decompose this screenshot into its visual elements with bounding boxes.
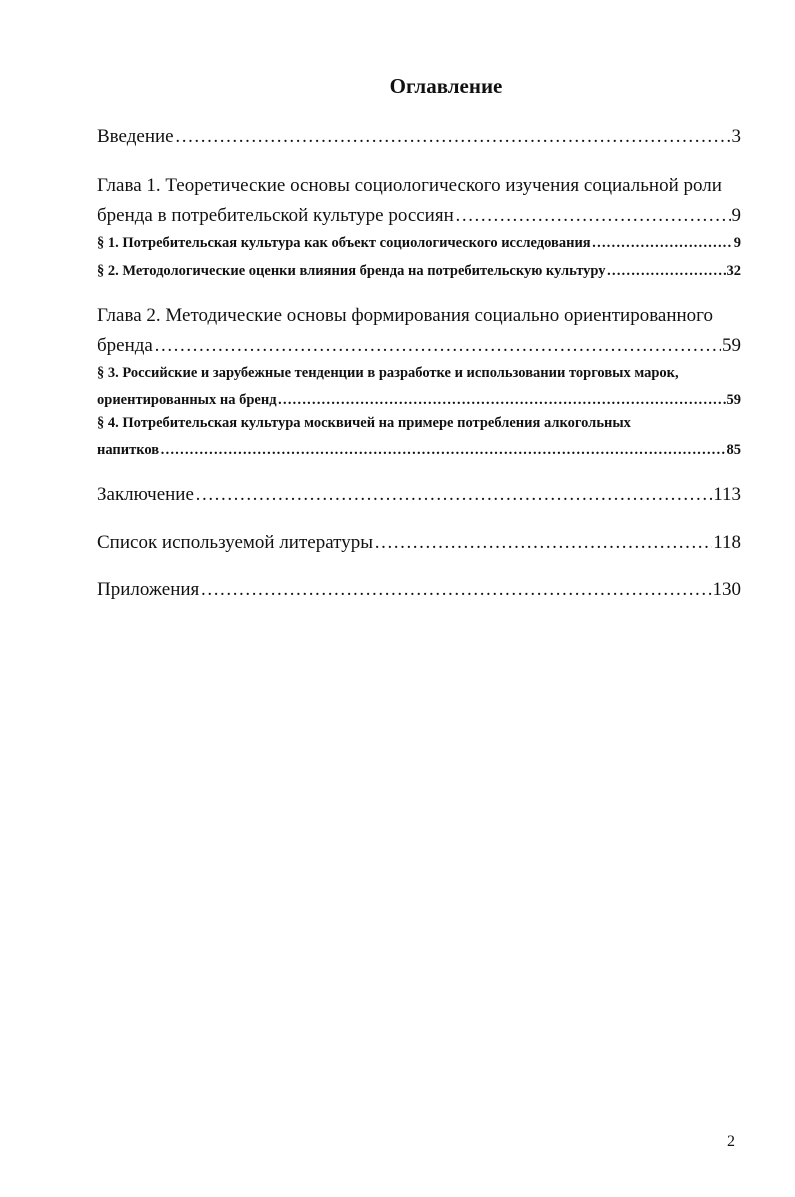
toc-page-number: 59 [726, 392, 741, 408]
toc-entry-label: Список используемой литературы [97, 532, 373, 553]
toc-entry-label-line2: бренда [97, 335, 153, 356]
toc-entry-section-3[interactable] [97, 360, 741, 414]
toc-entry-appendix[interactable] [97, 575, 741, 605]
toc-entry-conclusion[interactable] [97, 480, 741, 510]
toc-entry-section-1[interactable] [97, 230, 741, 257]
toc-page-number: 118 [713, 532, 741, 553]
toc-entry-label: § 2. Методологические оценки влияния бренда на потребительскую культуру [97, 263, 606, 279]
toc-entry-label-line1: Глава 1. Теоретические основы социологического изучения социальной роли [97, 175, 722, 196]
toc-entry-label: Приложения [97, 579, 200, 600]
page-number: 2 [727, 1133, 735, 1150]
toc-page-number: 9 [733, 235, 741, 251]
toc-entry-chapter-2[interactable] [97, 301, 741, 361]
toc-entry-label: § 1. Потребительская культура как объект социологического исследования [97, 235, 591, 251]
toc-entry-label-line1: § 4. Потребительская культура москвичей на примере потребления алкогольных [97, 415, 631, 431]
toc-entry-chapter-1[interactable] [97, 171, 741, 231]
toc-leader-dots [195, 480, 712, 510]
toc-leader-dots [455, 201, 731, 231]
toc-entry-label-line1: § 3. Российские и зарубежные тенденции в разработке и использовании торговых марок, [97, 365, 679, 381]
toc-leader-dots [154, 331, 721, 361]
toc-page-number: 130 [712, 579, 741, 600]
toc-entry-section-2[interactable] [97, 258, 741, 285]
toc-entry-label-line2: напитков [97, 442, 160, 458]
toc-page-number: 59 [722, 335, 741, 356]
toc-page-number: 9 [731, 205, 741, 226]
toc-entry-label-line2: бренда в потребительской культуре россиян [97, 205, 454, 226]
toc-leader-dots [175, 122, 731, 152]
toc-entry-label: Введение [97, 126, 174, 147]
toc-leader-dots [160, 437, 725, 464]
toc-entry-label-line1: Глава 2. Методические основы формирования социально ориентированного [97, 305, 714, 326]
toc-entry-literature[interactable] [97, 528, 741, 558]
toc-page-number: 3 [731, 126, 741, 147]
toc-leader-dots [200, 575, 711, 605]
toc-page-number: 113 [713, 484, 741, 505]
toc-entry-intro[interactable] [97, 122, 741, 152]
toc-leader-dots [607, 258, 726, 285]
toc-leader-dots [592, 230, 733, 257]
toc-entry-label-line2: ориентированных на бренд [97, 392, 277, 408]
toc-leader-dots [374, 528, 712, 558]
toc-entry-label: Заключение [97, 484, 194, 505]
toc-entry-section-4[interactable] [97, 410, 741, 464]
page-title: Оглавление [389, 74, 503, 98]
toc-page-number: 32 [726, 263, 741, 279]
toc-page-number: 85 [726, 442, 741, 458]
